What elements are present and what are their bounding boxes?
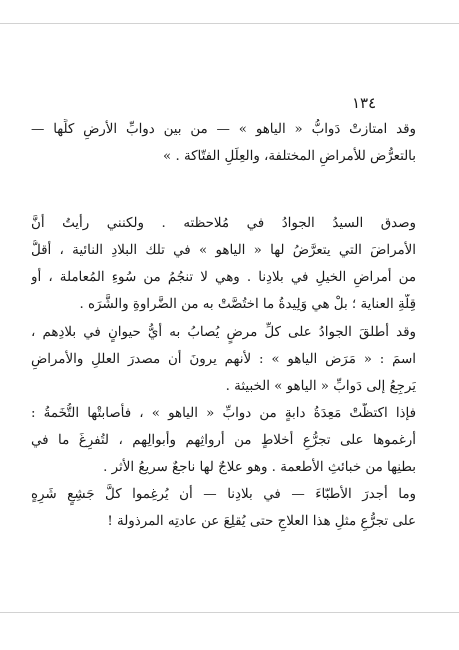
paragraph-line: بطنِها من خبائثِ الأطعمة . وهو علاجٌ لها ناجعٌ سريعُ الأثر . <box>103 460 416 475</box>
paragraph-line: من أمراضِ الخيلِ في بلادِنا . وهي لا تنجُمُ من سُوءِ المُعاملة ، أو <box>31 270 416 285</box>
paragraph-line: يَرجِعُ إلى دَوابِّ « الياهو » الخبيثة . <box>225 379 416 394</box>
paragraph-line: بالتعرُّض للأمراضِ المختلفة، والعِلَلِ الفتّاكة . » <box>163 149 416 164</box>
paragraph-line: وصدق السيدُ الجوادُ في مُلاحظته . ولكنني رأيتُ أنَّ <box>31 216 416 231</box>
paragraph-line: وما أجدرَ الأطبّاءَ — في بلادِنا — أن يُرغِموا كلَّ جَشِعٍ شَرِهٍ <box>31 487 416 502</box>
paragraph-line: وقد امتازتْ دَوابُّ « الياهو » — من بين دوابِّ الأرضِ كلِّها — <box>31 122 416 137</box>
paragraph-line: اسمَ : « مَرَض الياهو » : لأنهم يرونَ أن مصدرَ العللِ والأمراضِ <box>31 352 416 367</box>
paragraph-line: الأمراضَ التي يتعرَّضُ لها « الياهو » في تلك البلادِ النائية ، أقلُّ <box>31 243 416 258</box>
paragraph-line: أرغموها على تجرُّعِ أخلاطٍ من أرواثِهم وأبوالِهم ، لتُفرِغَ ما في <box>31 433 416 448</box>
paragraph-line: فإذا اكتظَّتْ مَعِدَةُ دابةٍ من دوابِّ « الياهو » ، فأصابتْها التُّخَمةُ : <box>31 406 416 421</box>
page-number: ١٣٤ <box>352 94 377 112</box>
bottom-rule <box>0 612 459 613</box>
paragraph-line: على تجرُّعِ مثلِ هذا العلاجِ حتى يُقلِعَ عن عادتِه المرذولة ! <box>107 514 416 529</box>
top-rule <box>0 23 459 24</box>
paragraph-line: وقد أطلقَ الجوادُ على كلِّ مرضٍ يُصابُ به أيُّ حيوانٍ في بلادِهم ، <box>31 325 416 340</box>
paragraph-line: قِلَّةِ العناية ؛ بلْ هي وَلِيدةُ ما اختُصَّتْ به من الضَّراوةِ والشَّرَه . <box>79 297 416 312</box>
